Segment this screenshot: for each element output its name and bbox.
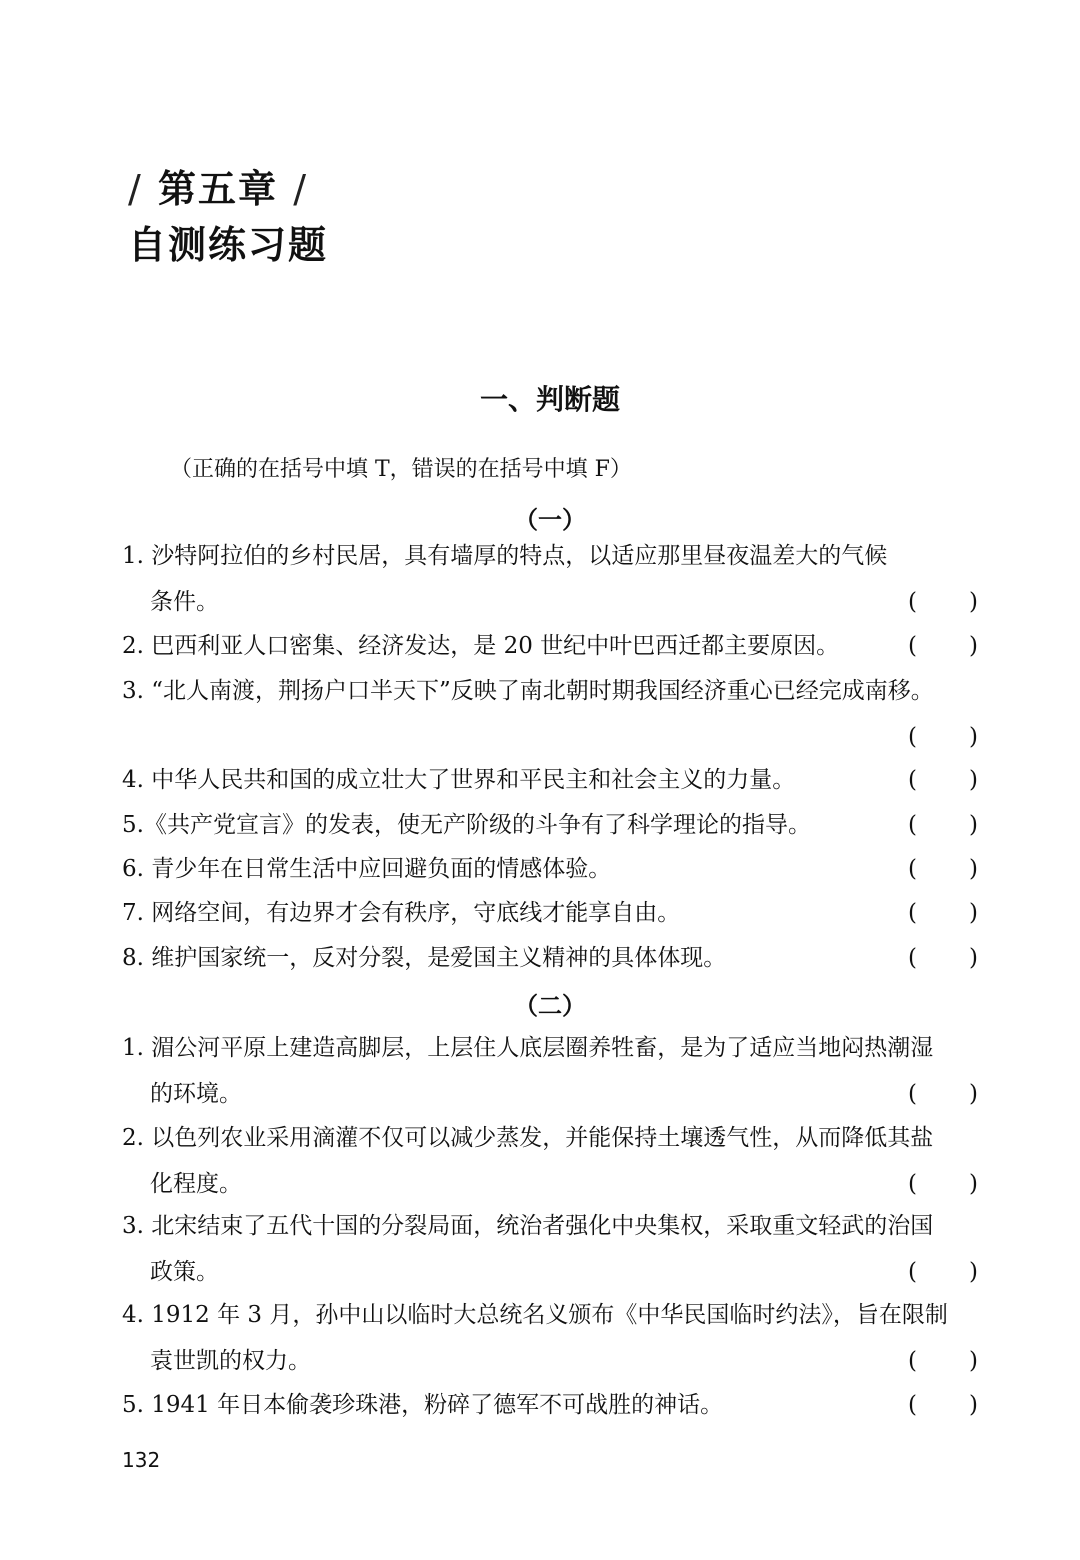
- question: [122, 1115, 978, 1207]
- question: [122, 533, 978, 625]
- group1-heading: （一）: [514, 506, 586, 534]
- answer-blank[interactable]: ( ): [908, 856, 978, 882]
- question-text: 2. 以色列农业采用滴灌不仅可以减少蒸发，并能保持土壤透气性，从而降低其盐: [122, 1125, 934, 1151]
- slash-right: /: [293, 167, 309, 211]
- question-text: 8. 维护国家统一，反对分裂，是爱国主义精神的具体体现。: [122, 945, 727, 971]
- group2-heading: （二）: [514, 992, 586, 1020]
- question-text: 1. 湄公河平原上建造高脚层，上层住人底层圈养牲畜，是为了适应当地闷热潮湿: [122, 1035, 934, 1061]
- question-text: 化程度。: [150, 1171, 242, 1197]
- question-text: 7. 网络空间，有边界才会有秩序，守底线才能享自由。: [122, 900, 681, 926]
- question-text: 5. 1941 年日本偷袭珍珠港，粉碎了德军不可战胜的神话。: [122, 1392, 724, 1418]
- answer-blank[interactable]: ( ): [908, 1348, 978, 1374]
- question: [122, 757, 978, 803]
- question: [122, 890, 978, 936]
- answer-blank[interactable]: ( ): [908, 1171, 978, 1197]
- question-text: 1. 沙特阿拉伯的乡村民居，具有墙厚的特点，以适应那里昼夜温差大的气候: [122, 543, 888, 569]
- page-number: 132: [122, 1448, 161, 1472]
- question-text: 条件。: [150, 589, 219, 615]
- question-text: 政策。: [150, 1259, 219, 1285]
- chapter-subtitle: 自测练习题: [128, 223, 329, 267]
- question-text: 4. 1912 年 3 月，孙中山以临时大总统名义颁布《中华民国临时约法》，旨在限制: [122, 1302, 948, 1328]
- answer-blank[interactable]: ( ): [908, 1081, 978, 1107]
- section-title: 一、判断题: [479, 383, 620, 416]
- question-text: 的环境。: [150, 1081, 242, 1107]
- question: [122, 623, 978, 669]
- answer-blank[interactable]: ( ): [908, 900, 978, 926]
- question-text: 5.《共产党宣言》的发表，使无产阶级的斗争有了科学理论的指导。: [122, 812, 811, 838]
- question: [122, 1382, 978, 1428]
- chapter-label: 第五章: [158, 167, 279, 211]
- answer-blank[interactable]: ( ): [908, 1259, 978, 1285]
- question: [122, 846, 978, 892]
- question: [122, 1203, 978, 1295]
- question: [122, 935, 978, 981]
- answer-blank[interactable]: ( ): [908, 1392, 978, 1418]
- answer-blank[interactable]: ( ): [908, 945, 978, 971]
- slash-left: /: [128, 167, 143, 211]
- answer-blank[interactable]: ( ): [908, 767, 978, 793]
- question-text: 2. 巴西利亚人口密集、经济发达，是 20 世纪中叶巴西迁都主要原因。: [122, 633, 840, 659]
- question-text: 3. “北人南渡，荆扬户口半天下”反映了南北朝时期我国经济重心已经完成南移。: [122, 678, 934, 704]
- question-text: 袁世凯的权力。: [150, 1348, 311, 1374]
- question: [122, 1292, 978, 1384]
- answer-blank[interactable]: ( ): [908, 633, 978, 659]
- answer-blank[interactable]: ( ): [908, 724, 978, 750]
- section-instruction: （正确的在括号中填 T，错误的在括号中填 F）: [170, 457, 632, 482]
- answer-blank[interactable]: ( ): [908, 812, 978, 838]
- question: [122, 802, 978, 848]
- question-text: 4. 中华人民共和国的成立壮大了世界和平民主和社会主义的力量。: [122, 767, 796, 793]
- answer-blank[interactable]: ( ): [908, 589, 978, 615]
- question-text: 6. 青少年在日常生活中应回避负面的情感体验。: [122, 856, 612, 882]
- question-text: 3. 北宋结束了五代十国的分裂局面，统治者强化中央集权，采取重文轻武的治国: [122, 1213, 934, 1239]
- chapter-title: [128, 158, 308, 213]
- question: [122, 668, 978, 760]
- question: [122, 1025, 978, 1117]
